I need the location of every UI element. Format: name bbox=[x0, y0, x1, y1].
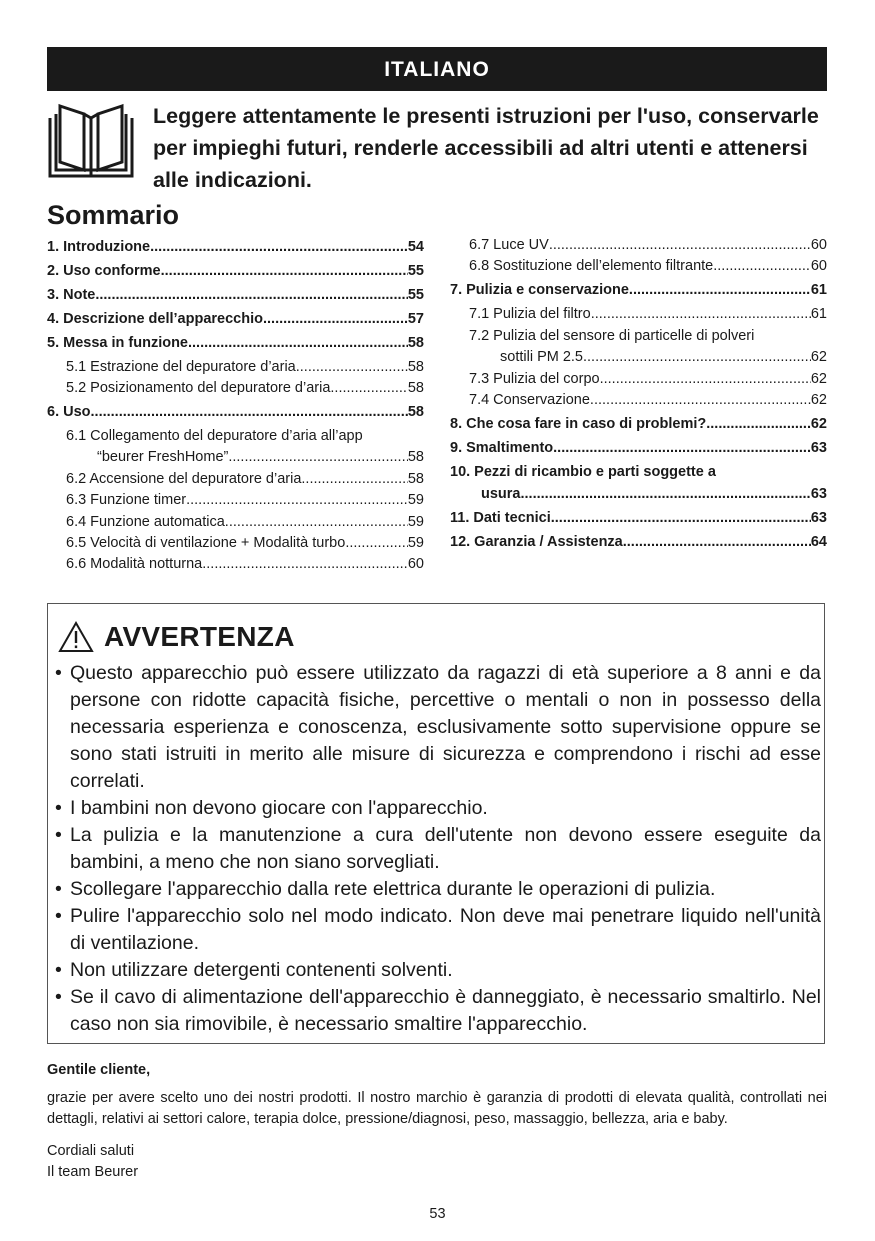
toc-entry[interactable]: 5. Messa in funzione ..... 58 bbox=[47, 333, 424, 355]
toc-subentry[interactable]: 7.4 Conservazione ..... 62 bbox=[450, 390, 827, 411]
toc-subentry[interactable]: 6.2 Accensione del depuratore d’aria ..... 58 bbox=[47, 469, 424, 490]
toc-entry[interactable]: 12. Garanzia / Assistenza ..... 64 bbox=[450, 532, 827, 554]
toc-subentry[interactable]: 6.5 Velocità di ventilazione + Modalità turbo ..... 59 bbox=[47, 533, 424, 554]
toc-subentry[interactable]: 6.7 Luce UV ..... 60 bbox=[450, 235, 827, 256]
toc-left-column bbox=[47, 234, 424, 576]
toc-subentry[interactable]: 7.2 Pulizia del sensore di particelle di polveri sottili PM 2.5 ..... 62 bbox=[450, 326, 827, 369]
page-number: 53 bbox=[429, 1206, 446, 1222]
toc-subentry[interactable]: 5.2 Posizionamento del depuratore d’aria ..... 58 bbox=[47, 378, 424, 399]
toc-subentry[interactable]: 5.1 Estrazione del depuratore d’aria ..... 58 bbox=[47, 357, 424, 378]
toc-subentry[interactable]: 6.8 Sostituzione dell’elemento filtrante ..... 60 bbox=[450, 256, 827, 277]
letter-signature: Il team Beurer bbox=[47, 1164, 139, 1180]
toc-subentry[interactable]: 7.1 Pulizia del filtro ..... 61 bbox=[450, 304, 827, 325]
letter-body: grazie per avere scelto uno dei nostri prodotti. Il nostro marchio è garanzia di prodotti di elevata qualità, controllati nei dettagli, relativi ai settori calore, terapia dolce, pressione/diagnosi, peso, massaggio, bellezza, aria e baby. bbox=[47, 1090, 827, 1127]
warning-list bbox=[55, 660, 821, 1038]
toc-entry[interactable]: 3. Note ..... 55 bbox=[47, 285, 424, 307]
toc-entry[interactable]: 10. Pezzi di ricambio e parti soggette a usura ..... 63 bbox=[450, 462, 827, 505]
toc-entry[interactable]: 8. Che cosa fare in caso di problemi? ..... 62 bbox=[450, 414, 827, 436]
toc-subentry[interactable]: 6.3 Funzione timer ..... 59 bbox=[47, 490, 424, 511]
open-book-icon bbox=[46, 100, 136, 186]
toc-entry[interactable]: 1. Introduzione ..... 54 bbox=[47, 237, 424, 259]
warning-item: • Pulire l'apparecchio solo nel modo indicato. Non deve mai penetrare liquido nell'unità di ventilazione. bbox=[55, 903, 821, 957]
warning-item: • Questo apparecchio può essere utilizzato da ragazzi di età superiore a 8 anni e da persone con ridotte capacità fisiche, percettive o mentali o non in possesso della necessaria esperienza e conoscenza, esclusivamente sotto supervisione oppure se sono stati istruiti in merito alle misure di sicurezza e comprendono i rischi ad esse correlati. bbox=[55, 660, 821, 795]
warning-item: • Scollegare l'apparecchio dalla rete elettrica durante le operazioni di pulizia. bbox=[55, 876, 821, 903]
intro-instructions: Leggere attentamente le presenti istruzioni per l'uso, conservarle per impieghi futuri, renderle accessibili ad altri utenti e attenersi alle indicazioni. bbox=[153, 104, 819, 192]
toc-entry[interactable]: 6. Uso ..... 58 bbox=[47, 402, 424, 424]
toc-entry[interactable]: 7. Pulizia e conservazione ..... 61 bbox=[450, 280, 827, 302]
letter-greeting: Gentile cliente, bbox=[47, 1062, 151, 1078]
toc-entry[interactable]: 9. Smaltimento ..... 63 bbox=[450, 438, 827, 460]
warning-header bbox=[58, 621, 295, 653]
warning-item: • Non utilizzare detergenti contenenti solventi. bbox=[55, 957, 821, 984]
warning-item: • Se il cavo di alimentazione dell'apparecchio è danneggiato, è necessario smaltirlo. Nel caso non sia rimovibile, è necessario smaltire l'apparecchio. bbox=[55, 984, 821, 1038]
toc-right-column bbox=[450, 235, 827, 556]
language-banner: ITALIANO bbox=[47, 47, 827, 91]
toc-subentry[interactable]: 6.4 Funzione automatica ..... 59 bbox=[47, 512, 424, 533]
warning-title: AVVERTENZA bbox=[104, 621, 295, 652]
toc-title: Sommario bbox=[47, 200, 180, 230]
toc-subentry[interactable]: 6.6 Modalità notturna ..... 60 bbox=[47, 554, 424, 575]
toc-subentry[interactable]: 6.1 Collegamento del depuratore d’aria all’app “beurer FreshHome” ..... 58 bbox=[47, 426, 424, 469]
warning-triangle-icon bbox=[58, 621, 94, 653]
warning-item: • La pulizia e la manutenzione a cura dell'utente non devono essere eseguite da bambini, a meno che non siano sorvegliati. bbox=[55, 822, 821, 876]
toc-subentry[interactable]: 7.3 Pulizia del corpo ..... 62 bbox=[450, 369, 827, 390]
toc-entry[interactable]: 2. Uso conforme ..... 55 bbox=[47, 261, 424, 283]
toc-entry[interactable]: 4. Descrizione dell’apparecchio ..... 57 bbox=[47, 309, 424, 331]
customer-letter bbox=[47, 1060, 827, 1183]
warning-item: • I bambini non devono giocare con l'apparecchio. bbox=[55, 795, 821, 822]
letter-closing: Cordiali saluti bbox=[47, 1143, 135, 1159]
toc-entry[interactable]: 11. Dati tecnici ..... 63 bbox=[450, 508, 827, 530]
warning-box bbox=[47, 603, 825, 1044]
